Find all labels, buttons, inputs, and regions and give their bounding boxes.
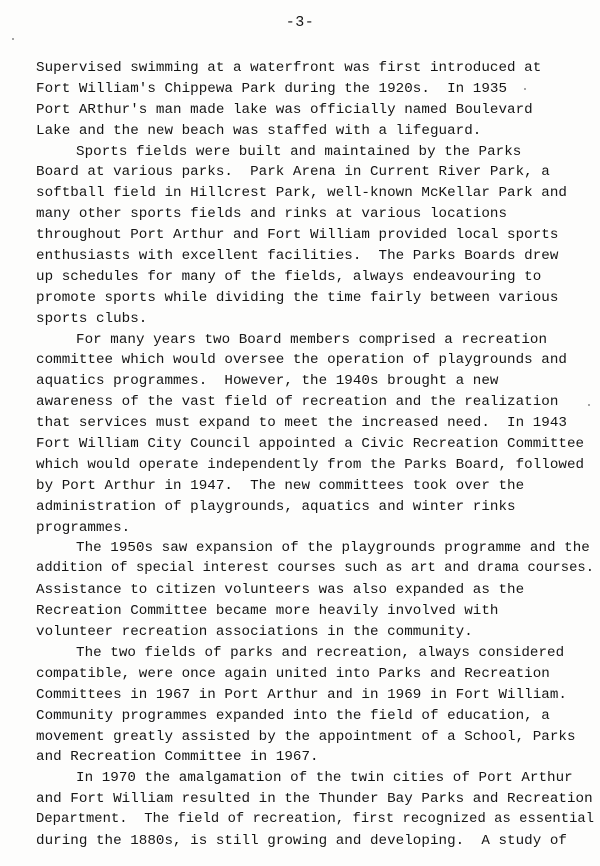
text-line: promote sports while dividing the time fairly between various <box>36 289 559 306</box>
text-line: Board at various parks. Park Arena in Current River Park, a <box>36 164 550 181</box>
text-line: administration of playgrounds, aquatics and winter rinks <box>36 498 516 515</box>
text-line: Assistance to citizen volunteers was also expanded as the <box>36 582 525 599</box>
text-line: Supervised swimming at a waterfront was first introduced at <box>36 60 542 76</box>
text-line: Lake and the new beach was staffed with a lifeguard. <box>36 122 482 139</box>
text-line: In 1970 the amalgamation of the twin cities of Port Arthur <box>76 770 573 787</box>
text-line: Committees in 1967 in Port Arthur and in 1969 in Fort William. <box>36 686 567 703</box>
scan-speck <box>524 88 526 90</box>
text-line: compatible, were once again united into Parks and Recreation <box>36 665 550 682</box>
text-line: which would operate independently from the Parks Board, followed <box>36 456 585 473</box>
text-line: sports clubs. <box>36 310 148 327</box>
page-number: -3- <box>285 14 315 31</box>
text-line: that services must expand to meet the increased need. In 1943 <box>36 415 567 432</box>
text-line: during the 1880s, is still growing and developing. A study of <box>36 832 567 849</box>
text-line: Port ARthur's man made lake was officially named Boulevard <box>36 101 533 118</box>
text-line: throughout Port Arthur and Fort William provided local sports <box>36 227 559 244</box>
scan-speck <box>588 404 590 406</box>
text-line: programmes. <box>36 519 131 536</box>
text-line: many other sports fields and rinks at various locations <box>36 206 508 223</box>
body-text <box>36 58 596 852</box>
text-line: For many years two Board members comprised a recreation <box>76 331 548 348</box>
text-line: movement greatly assisted by the appointment of a School, Parks <box>36 728 576 745</box>
text-line: by Port Arthur in 1947. The new committees took over the <box>36 477 525 494</box>
text-line: aquatics programmes. However, the 1940s brought a new <box>36 373 499 390</box>
text-line: awareness of the vast field of recreation and the realization <box>36 394 559 411</box>
scan-speck <box>12 38 14 40</box>
text-line: Recreation Committee became more heavily involved with <box>36 603 499 620</box>
text-line: Fort William's Chippewa Park during the 1920s. In 1935 <box>36 80 508 97</box>
text-line: addition of special interest courses such as art and drama courses. <box>36 561 595 577</box>
text-line: and Fort William resulted in the Thunder Bay Parks and Recreation <box>36 791 593 808</box>
text-line: The two fields of parks and recreation, always considered <box>76 644 565 661</box>
text-line: The 1950s saw expansion of the playgrounds programme and the <box>76 540 590 557</box>
text-line: Community programmes expanded into the field of education, a <box>36 707 550 724</box>
text-line: softball field in Hillcrest Park, well-known McKellar Park and <box>36 185 567 202</box>
text-line: up schedules for many of the fields, always endeavouring to <box>36 268 542 285</box>
text-line: Sports fields were built and maintained by the Parks <box>76 143 522 160</box>
text-line: Department. The field of recreation, first recognized as essential <box>36 812 595 828</box>
text-line: committee which would oversee the operation of playgrounds and <box>36 352 567 369</box>
text-line: enthusiasts with excellent facilities. The Parks Boards drew <box>36 248 559 265</box>
text-line: volunteer recreation associations in the community. <box>36 624 473 641</box>
text-line: and Recreation Committee in 1967. <box>36 749 319 766</box>
text-line: Fort William City Council appointed a Civic Recreation Committee <box>36 436 585 453</box>
